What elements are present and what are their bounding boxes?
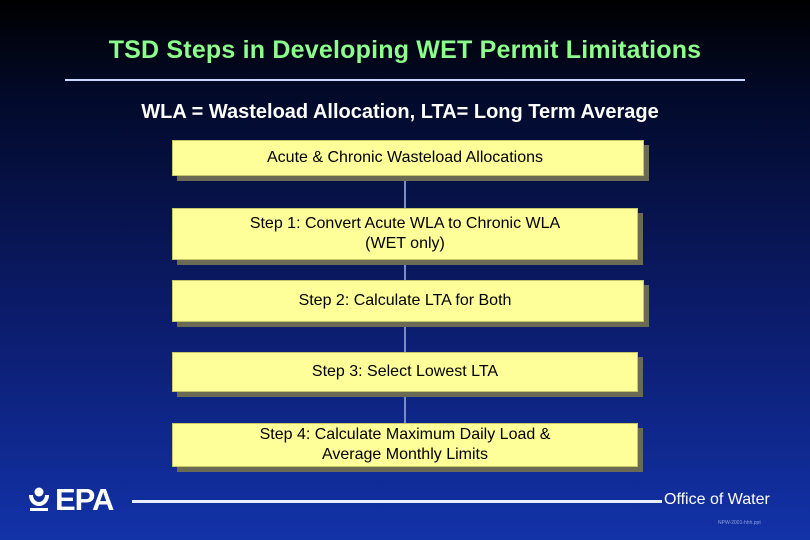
connector-line <box>404 320 406 352</box>
footer-rule <box>132 500 662 503</box>
flow-box-step-2 <box>172 280 644 322</box>
connector-line <box>404 258 406 280</box>
flow-box-step-1 <box>172 208 638 260</box>
connector-line <box>404 390 406 423</box>
office-label: Office of Water <box>664 491 770 508</box>
footnote-text: NPW-2001-hhh.ppt <box>718 520 761 526</box>
slide-title: TSD Steps in Developing WET Permit Limitations <box>108 36 702 64</box>
flow-box-text: Step 4: Calculate Maximum Daily Load & <box>259 426 551 443</box>
connector-line <box>404 175 406 208</box>
flow-box-step-3 <box>172 352 638 392</box>
epa-logo-text: EPA <box>55 482 114 517</box>
title-underline <box>65 79 745 81</box>
flow-box-text: Step 3: Select Lowest LTA <box>311 363 499 380</box>
epa-logo <box>26 482 114 517</box>
flow-box-text: (WET only) <box>365 235 445 252</box>
flow-box-wasteload-allocations <box>172 140 644 176</box>
flow-box-text: Step 2: Calculate LTA for Both <box>298 292 512 309</box>
slide-subtitle: WLA = Wasteload Allocation, LTA= Long Term Average <box>141 101 659 123</box>
flow-box-text: Acute & Chronic Wasteload Allocations <box>267 149 543 166</box>
epa-flower-icon <box>26 486 52 514</box>
flow-box-text: Step 1: Convert Acute WLA to Chronic WLA <box>249 215 561 232</box>
flow-box-step-4 <box>172 423 638 467</box>
flow-box-text: Average Monthly Limits <box>321 446 488 463</box>
